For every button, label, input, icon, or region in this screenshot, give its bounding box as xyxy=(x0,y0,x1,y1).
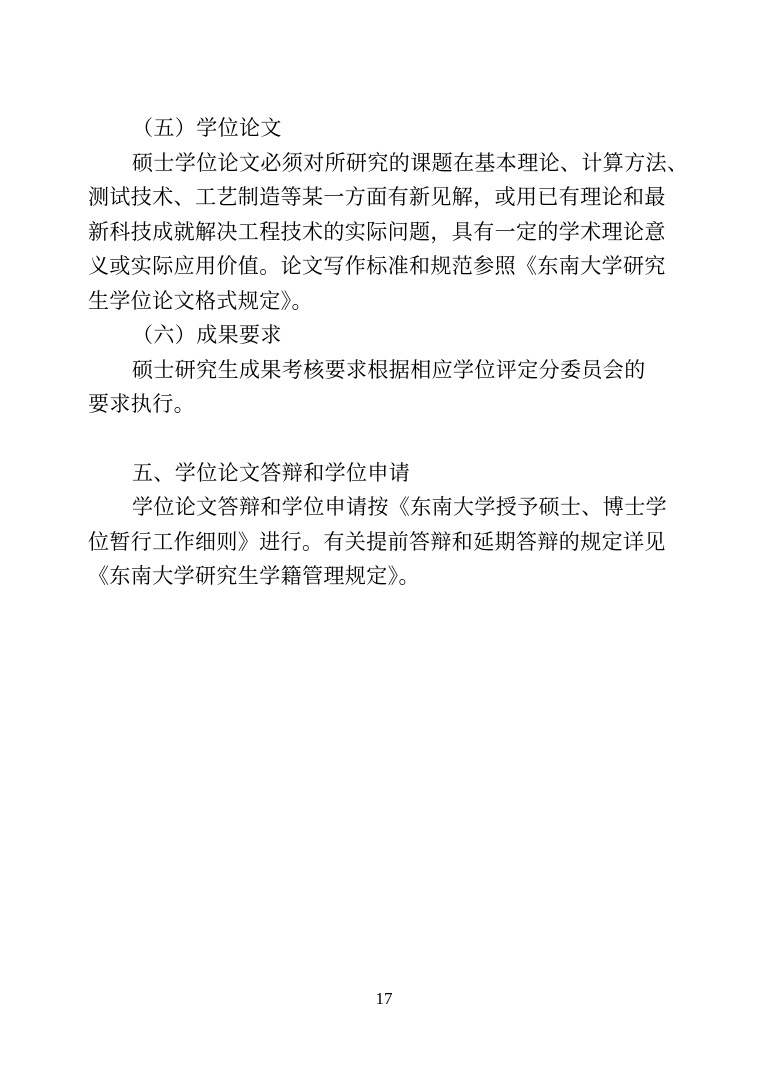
paragraph-line: 位暂行工作细则》进行。有关提前答辩和延期答辩的规定详见 xyxy=(88,529,666,554)
section-heading-defense: 五、学位论文答辩和学位申请 xyxy=(132,460,411,485)
subsection-heading-thesis: （五）学位论文 xyxy=(132,116,282,140)
paragraph-line: 硕士研究生成果考核要求根据相应学位评定分委员会的 xyxy=(132,357,646,382)
paragraph-line: 新科技成就解决工程技术的实际问题，具有一定的学术理论意 xyxy=(88,219,666,244)
page-number: 17 xyxy=(375,989,393,1008)
paragraph-line: 硕士学位论文必须对所研究的课题在基本理论、计算方法、 xyxy=(132,150,689,175)
paragraph-line: 要求执行。 xyxy=(88,392,195,416)
paragraph-line: 《东南大学研究生学籍管理规定》。 xyxy=(88,564,420,588)
subsection-heading-results: （六）成果要求 xyxy=(132,323,282,347)
paragraph-line: 生学位论文格式规定》。 xyxy=(88,288,313,313)
paragraph-line: 义或实际应用价值。论文写作标准和规范参照《东南大学研究 xyxy=(88,254,666,278)
page-body xyxy=(88,111,688,594)
section-gap xyxy=(88,422,688,456)
paragraph-line: 学位论文答辩和学位申请按《东南大学授予硕士、博士学 xyxy=(132,495,667,519)
paragraph-line: 测试技术、工艺制造等某一方面有新见解，或用已有理论和最 xyxy=(88,185,666,209)
